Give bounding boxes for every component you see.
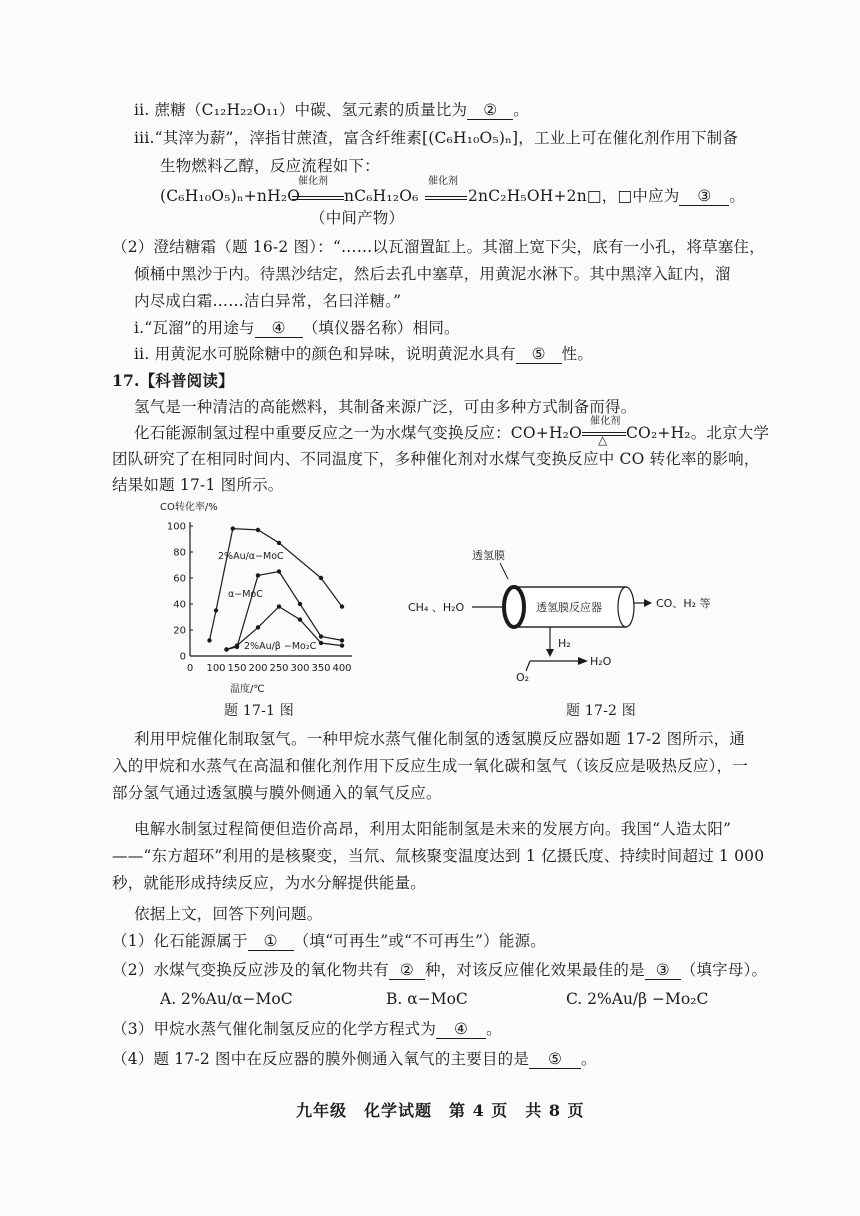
eq-right-line: [468, 185, 745, 207]
q17-heading: 17.【科普阅读】: [112, 371, 234, 390]
chart-xtick-label: 150: [227, 663, 247, 674]
chart-data-point: [340, 638, 344, 642]
eq-left: (C₆H₁₀O₅)ₙ+nH₂O: [160, 187, 301, 205]
eq-right: 2nC₂H₅OH+2n□，□中应为: [468, 187, 680, 205]
chart-data-point: [319, 641, 323, 645]
chart-series-label: 2%Au/α−MoC: [218, 551, 284, 562]
chart-ytick-label: 0: [179, 651, 186, 663]
input-label: CH₄ 、H₂O: [408, 601, 465, 614]
eq-catalyst-1: 催化剂: [298, 176, 328, 187]
chart-data-point: [256, 528, 260, 532]
membrane-pointer: [500, 563, 508, 579]
q17-a3-text: （3）甲烷水蒸气催化制氢反应的化学方程式为: [112, 1020, 437, 1038]
chart-data-point: [298, 617, 302, 621]
chart-data-point: [207, 638, 211, 642]
q17-a1-text: （1）化石能源属于: [112, 932, 248, 950]
chart-data-point: [224, 647, 228, 651]
reactor-label: 透氢膜反应器: [536, 601, 602, 614]
h2-arrowhead: [546, 649, 554, 657]
chart-data-point: [319, 576, 323, 580]
q16-p2-i-end: （填仪器名称）相同。: [302, 319, 460, 337]
q17-para2-line3: 结果如题 17-1 图所示。: [112, 476, 284, 494]
q17-para2-line2: 团队研究了在相同时间内、不同温度下，多种催化剂对水煤气变换反应中 CO 转化率的影响，: [112, 450, 760, 468]
eq-line-2a: [425, 196, 467, 197]
page-footer: 九年级 化学试题 第 4 页 共 8 页: [296, 1101, 585, 1120]
membrane-end: [504, 587, 524, 627]
q17-a4-text: （4）题 17-2 图中在反应器的膜外侧通入氧气的主要目的是: [112, 1050, 530, 1068]
chart-xtick-label: 350: [311, 663, 331, 674]
chart-xtick-label: 300: [290, 663, 310, 674]
fig17-2-caption: 题 17-2 图: [566, 703, 636, 719]
wgs-heat: △: [598, 433, 608, 447]
chart-ytick-label: 60: [173, 573, 186, 585]
chart-ytick-label: 40: [173, 599, 186, 611]
q17-a2-text-b: 种，对该反应催化效果最佳的是: [424, 961, 645, 979]
q17-a1-line: [112, 930, 546, 952]
reactor-end: [618, 587, 634, 627]
h2o-label: H₂O: [590, 655, 612, 668]
q17-a2-line: [112, 959, 767, 981]
membrane-label: 透氢膜: [472, 549, 505, 562]
q17-para4-line1: 电解水制氢过程简便但造价高昂，利用太阳能制氢是未来的发展方向。我国“人造太阳”: [134, 820, 732, 838]
eq-arrow-2: [425, 176, 467, 202]
q17-para2-text: 化石能源制氢过程中重要反应之一为水煤气变换反应：CO+H₂O: [134, 424, 582, 442]
q17-para3-line2: 入的甲烷和水蒸气在高温和催化剂作用下反应生成一氧化碳和氢气（该反应是吸热反应），一: [112, 757, 748, 775]
q16-p2-ii-end: 性。: [561, 345, 594, 363]
h2o-arrowhead: [578, 657, 588, 665]
q16-p2-i-line: [134, 317, 460, 339]
q16-ii-end: 。: [513, 101, 529, 119]
chart-series-label: 2%Au/β −Mo₂C: [244, 641, 317, 652]
reaction-flow-equation: [160, 176, 746, 227]
h2-label: H₂: [558, 637, 571, 650]
q16-iii-line2: 生物燃料乙醇，反应流程如下：: [160, 157, 380, 175]
q17-para3-line3: 部分氢气通过透氢膜与膜外侧通入的氧气反应。: [112, 784, 442, 802]
q16-ii-text: ii. 蔗糖（C₁₂H₂₂O₁₁）中碳、氢元素的质量比为: [134, 101, 468, 119]
chart-xtick-label: 400: [332, 663, 352, 674]
q16-p2-line3: 内尽成白霜……洁白异常，名曰洋糖。”: [134, 292, 402, 310]
q17-para2-line1: [134, 416, 770, 447]
q17-para2-text-b: CO₂+H₂。北京大学: [626, 424, 770, 442]
eq-intermediate-note: （中间产物）: [310, 209, 405, 227]
q17-answer-blank-1[interactable]: ①: [248, 932, 294, 951]
eq-line-1b: [292, 199, 344, 200]
answer-blank-4[interactable]: ④: [255, 319, 303, 338]
q17-a4-line: [112, 1048, 597, 1070]
chart-data-point: [256, 625, 260, 629]
chart-xtick-label: 250: [269, 663, 289, 674]
o2-branch: [526, 661, 530, 671]
q17-a2-end: （填字母）。: [680, 961, 768, 979]
q17-answer-blank-5[interactable]: ⑤: [529, 1050, 581, 1069]
q17-para4-line2: ——“东方超环”利用的是核聚变，当氘、氚核聚变温度达到 1 亿摄氏度、持续时间超过 1 000: [112, 847, 765, 865]
eq-end: 。: [729, 187, 746, 205]
q17-answer-blank-4[interactable]: ④: [436, 1020, 486, 1039]
chart-data-point: [256, 573, 260, 577]
chart-ytick-label: 100: [166, 521, 186, 533]
o2-label: O₂: [516, 671, 530, 684]
eq-line-2b: [425, 199, 467, 200]
q17-para5: 依据上文，回答下列问题。: [134, 905, 323, 923]
chart-series-label: α−MoC: [228, 589, 263, 600]
q16-iii-line1: iii.“其滓为薪”，滓指甘蔗渣，富含纤维素[(C₆H₁₀O₅)ₙ]，工业上可在催化剂作用下制备: [134, 129, 739, 147]
answer-blank-3[interactable]: ③: [679, 187, 729, 206]
chart-data-point: [277, 604, 281, 608]
chart-data-point: [214, 608, 218, 612]
chart-ytick-label: 20: [173, 625, 186, 637]
output-arrowhead: [644, 599, 652, 607]
chart-xtick-label: 200: [248, 663, 268, 674]
chart-xtick-label: 0: [186, 663, 194, 674]
q16-ii-line: [134, 99, 529, 121]
eq-arrow-1: [292, 176, 344, 202]
q16-p2-ii-line: [134, 343, 593, 365]
q16-p2-i-text: i.“瓦溜”的用途与: [134, 319, 255, 337]
chart-series-line: [210, 529, 343, 641]
q16-p2-ii-text: ii. 用黄泥水可脱除糖中的颜色和异味，说明黄泥水具有: [134, 345, 516, 363]
answer-blank-2[interactable]: ②: [467, 101, 513, 120]
chart-data-point: [277, 541, 281, 545]
output-label: CO、H₂ 等: [656, 597, 711, 610]
q17-answer-blank-3[interactable]: ③: [645, 961, 681, 980]
option-c[interactable]: C. 2%Au/β −Mo₂C: [566, 990, 709, 1008]
chart-data-point: [340, 604, 344, 608]
membrane-reactor-diagram: [400, 545, 730, 685]
chart-data-point: [340, 643, 344, 647]
chart-data-point: [277, 569, 281, 573]
q17-a3-end: 。: [486, 1020, 502, 1038]
chart-data-point: [319, 634, 323, 638]
chart-plot-area: [167, 522, 352, 675]
q17-a1-end: （填“可再生”或“不可再生”）能源。: [293, 932, 546, 950]
chart-data-point: [235, 643, 239, 647]
chart-ylabel: CO转化率/%: [160, 502, 218, 513]
co-conversion-chart: [160, 496, 385, 696]
q17-a3-line: [112, 1018, 502, 1040]
fig17-1-caption: 题 17-1 图: [224, 703, 294, 719]
q17-a2-text: （2）水煤气变换反应涉及的氧化物共有: [112, 961, 389, 979]
chart-ytick-label: 80: [173, 547, 186, 559]
option-a[interactable]: A. 2%Au/α−MoC: [160, 990, 293, 1008]
q17-para3-line1: 利用甲烷催化制取氢气。一种甲烷水蒸气催化制氢的透氢膜反应器如题 17-2 图所示，通: [134, 730, 746, 748]
q16-p2-line1: （2）澄结糖霜（题 16-2 图）：“……以瓦溜置缸上。其溜上宽下尖，底有一小孔，将草塞住，: [112, 238, 765, 256]
q16-p2-line2: 倾桶中黑沙于内。待黑沙结定，然后去孔中塞草，用黄泥水淋下。其中黑滓入缸内，溜: [134, 265, 731, 283]
option-b[interactable]: B. α−MoC: [386, 990, 468, 1008]
q17-answer-blank-2[interactable]: ②: [389, 961, 425, 980]
eq-line-1a: [292, 196, 344, 197]
wgs-catalyst: 催化剂: [590, 416, 621, 427]
q17-para1: 氢气是一种清洁的高能燃料，其制备来源广泛，可由多种方式制备而得。: [134, 398, 637, 416]
chart-data-point: [231, 526, 235, 530]
q17-para4-line3: 秒，就能形成持续反应，为水分解提供能量。: [112, 874, 427, 892]
eq-catalyst-2: 催化剂: [428, 176, 458, 187]
wgs-arrow: [582, 416, 626, 447]
q17-a4-end: 。: [581, 1050, 597, 1068]
chart-data-point: [298, 602, 302, 606]
answer-blank-5[interactable]: ⑤: [516, 345, 562, 364]
chart-xlabel: 温度/℃: [230, 684, 265, 695]
eq-mid: nC₆H₁₂O₆: [344, 187, 419, 205]
chart-xtick-label: 100: [206, 663, 226, 674]
